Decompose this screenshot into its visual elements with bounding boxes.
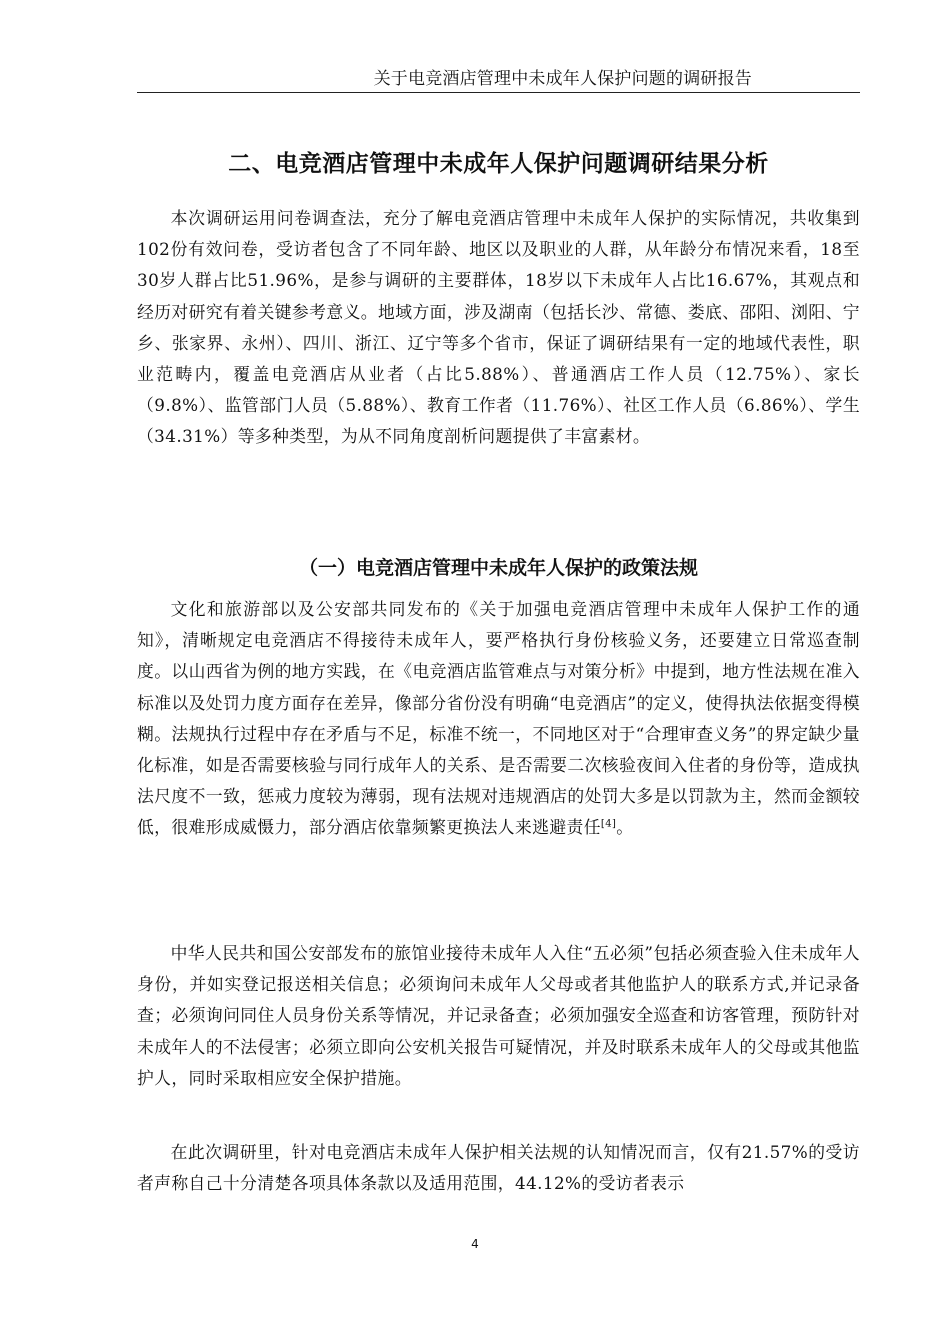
subsection-title: （一）电竞酒店管理中未成年人保护的政策法规 — [298, 557, 698, 579]
paragraph-survey-overview: 本次调研运用问卷调查法，充分了解电竞酒店管理中未成年人保护的实际情况，共收集到102份有效问卷，受访者包含了不同年龄、地区以及职业的人群，从年龄分布情况来看，18至30岁人群占比51.96%，是参与调研的主要群体，18岁以下未成年人占比16.67%，其观点和经历对研究有着关键参考意义。地域方面，涉及湖南（包括长沙、常德、娄底、邵阳、浏阳、宁乡、张家界、永州）、四川、浙江、辽宁等多个省市，保证了调研结果有一定的地域代表性，职业范畴内，覆盖电竞酒店从业者（占比5.88%）、普通酒店工作人员（12.75%）、家长（9.8%）、监管部门人员（5.88%）、教育工作者（11.76%）、社区工作人员（6.86%）、学生（34.31%）等多种类型，为从不同角度剖析问题提供了丰富素材。 — [137, 208, 860, 447]
paragraph-policy-end: 。 — [616, 817, 634, 838]
section-title: 二、电竞酒店管理中未成年人保护问题调研结果分析 — [228, 151, 769, 177]
paragraph-policy-text: 文化和旅游部以及公安部共同发布的《关于加强电竞酒店管理中未成年人保护工作的通知》，清晰规定电竞酒店不得接待未成年人，要严格执行身份核验义务，还要建立日常巡查制度。以山西省为例的地方实践，在《电竞酒店监管难点与对策分析》中提到，地方性法规在准入标准以及处罚力度方面存在差异，像部分省份没有明确“电竞酒店”的定义，使得执法依据变得模糊。法规执行过程中存在矛盾与不足，标准不统一，不同地区对于“合理审查义务”的界定缺少量化标准，如是否需要核验与同行成年人的关系、是否需要二次核验夜间入住者的身份等，造成执法尺度不一致，惩戒力度较为薄弱，现有法规对违规酒店的处罚大多是以罚款为主，然而金额较低，很难形成威慑力，部分酒店依靠频繁更换法人来逃避责任 — [137, 599, 860, 838]
paragraph-five-musts: 中华人民共和国公安部发布的旅馆业接待未成年人入住“五必须”包括必须查验入住未成年人身份，并如实登记报送相关信息；必须询问未成年人父母或者其他监护人的联系方式,并记录备查；必须询问同住人员身份关系等情况，并记录备查；必须加强安全巡查和访客管理，预防针对未成年人的不法侵害；必须立即向公安机关报告可疑情况，并及时联系未成年人的父母或其他监护人，同时采取相应安全保护措施。 — [137, 943, 860, 1088]
paragraph-awareness: 在此次调研里，针对电竞酒店未成年人保护相关法规的认知情况而言，仅有21.57%的受访者声称自己十分清楚各项具体条款以及适用范围，44.12%的受访者表示 — [137, 1142, 860, 1194]
header-title: 关于电竞酒店管理中未成年人保护问题的调研报告 — [373, 69, 752, 89]
page-number: 4 — [471, 1237, 479, 1251]
paragraph-policy-regulations — [137, 594, 860, 844]
citation-reference: [4] — [600, 818, 617, 830]
page-header — [137, 68, 860, 93]
